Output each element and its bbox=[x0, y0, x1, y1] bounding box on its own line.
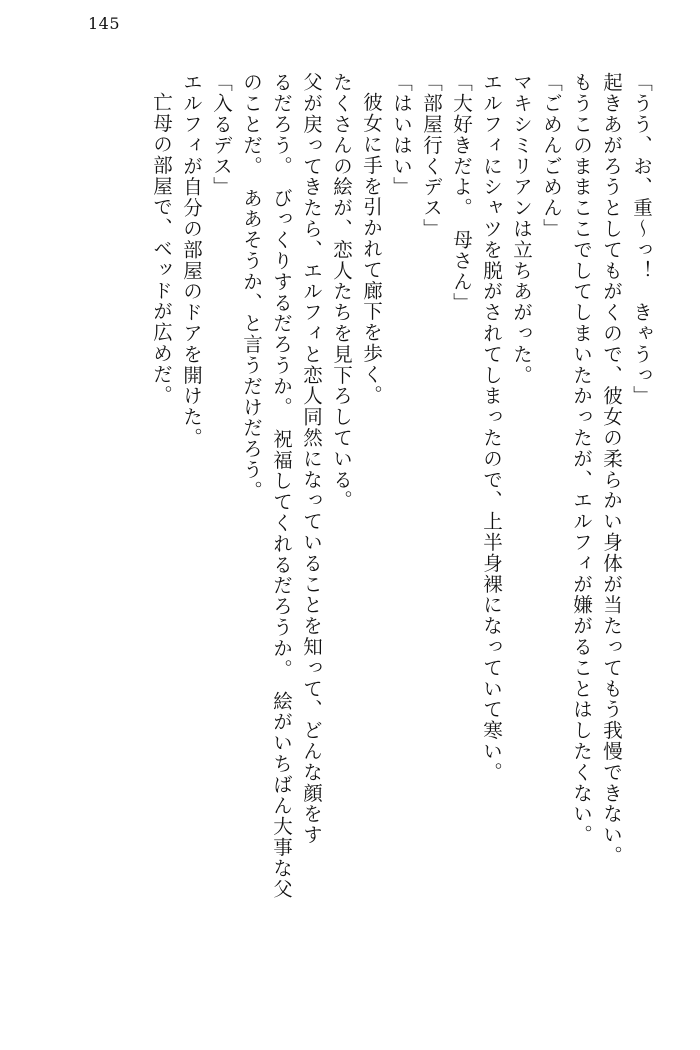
text-line: エルフィにシャツを脱がされてしまったので、上半身裸になっていて寒い。 bbox=[480, 72, 503, 783]
text-line: 父が戻ってきたら、エルフィと恋人同然になっていることを知って、どんな顔をす bbox=[300, 72, 323, 846]
text-line: もうこのままここでしてしまいたかったが、エルフィが嫌がることはしたくない。 bbox=[570, 72, 593, 846]
text-line: 「入るデス」 bbox=[210, 72, 233, 198]
text-line: 「部屋行くデス」 bbox=[420, 72, 443, 240]
text-line: 亡母の部屋で、ベッドが広めだ。 bbox=[150, 92, 173, 406]
text-line: のことだ。 ああそうか、と言うだけだろう。 bbox=[240, 72, 263, 502]
text-line: エルフィが自分の部屋のドアを開けた。 bbox=[180, 72, 203, 449]
text-line: 「はいはい」 bbox=[390, 72, 413, 198]
text-line: たくさんの絵が、恋人たちを見下ろしている。 bbox=[330, 72, 353, 511]
text-line: 「うう、お、重～っ！ きゃうっ」 bbox=[630, 72, 653, 407]
text-line: マキシミリアンは立ちあがった。 bbox=[510, 72, 533, 386]
vertical-text-body bbox=[44, 72, 656, 990]
page-number: 145 bbox=[88, 14, 121, 33]
text-line: 起きあがろうとしてもがくので、彼女の柔らかい身体が当たってもう我慢できない。 bbox=[600, 72, 623, 867]
text-line: 「大好きだよ。 母さん」 bbox=[450, 72, 473, 314]
text-line: 彼女に手を引かれて廊下を歩く。 bbox=[360, 92, 383, 406]
text-line: るだろう。 びっくりするだろうか。 祝福してくれるだろうか。 絵がいちばん大事な父 bbox=[270, 72, 293, 900]
text-line: 「ごめんごめん」 bbox=[540, 72, 563, 240]
